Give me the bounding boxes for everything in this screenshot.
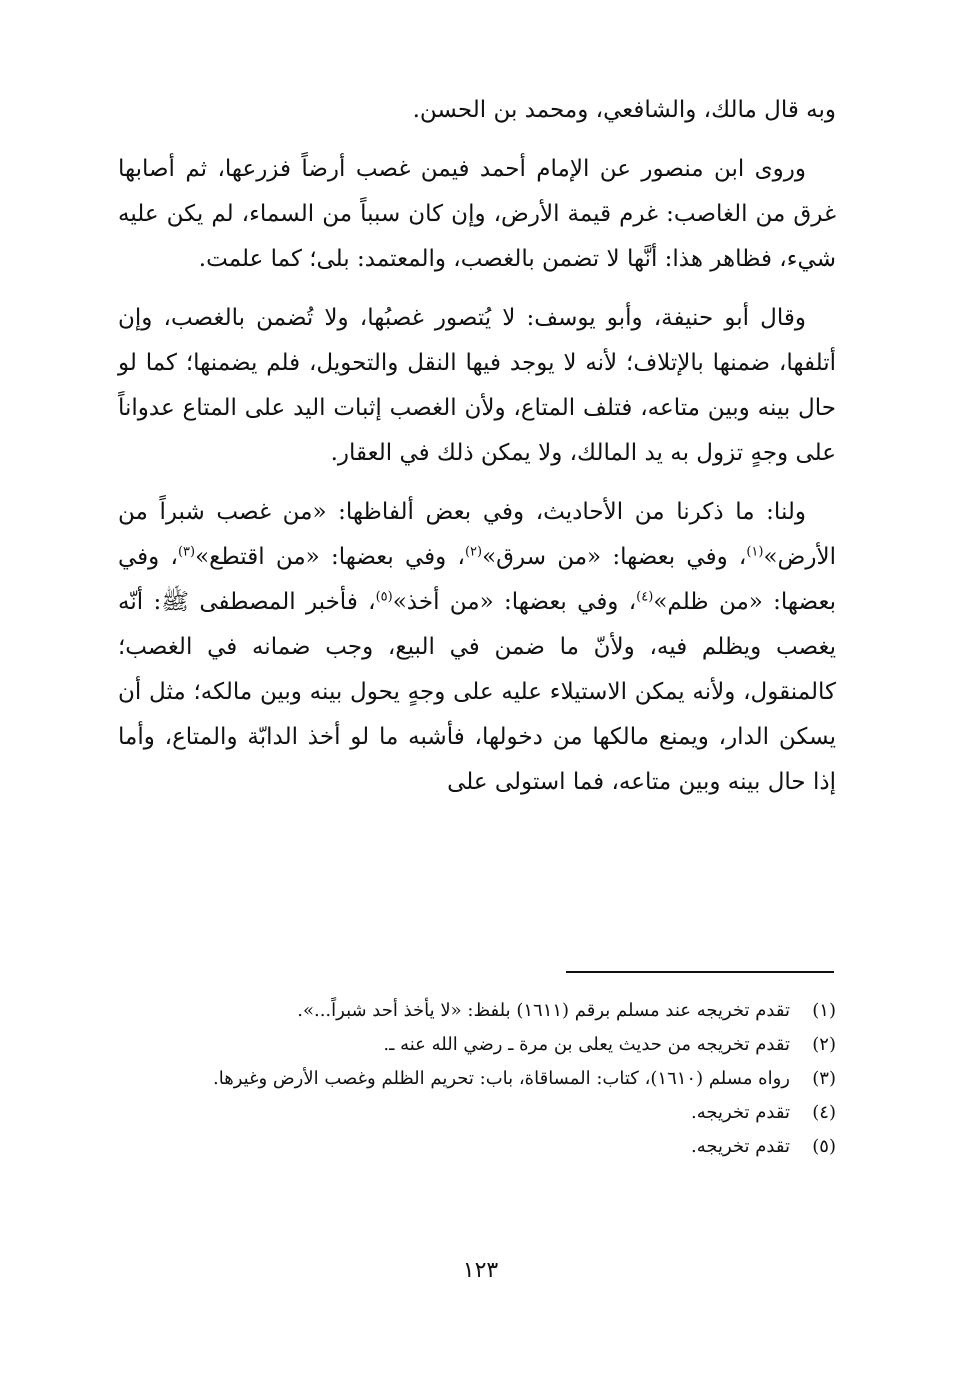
paragraph-3: وقال أبو حنيفة، وأبو يوسف: لا يُتصور غصبُها، ولا تُضمن بالغصب، وإن أتلفها، ضمنها بالإتلاف؛ لأنه لا يوجد فيها النقل والتحويل، فلم يضمنها؛ كما لو حال بينه وبين متاعه، فتلف المتاع، ولأن الغصب إثبات اليد على المتاع عدواناً على وجهٍ تزول به يد المالك، ولا يمكن ذلك في العقار. (118, 305, 836, 466)
footnote-ref: (٣) (177, 544, 196, 560)
footnote-1 (118, 994, 836, 1028)
paragraph-4-segment: ولنا: ما ذكرنا من الأحاديث، وفي بعض ألفاظها: «من غصب شبراً من الأرض» (118, 499, 836, 570)
footnote-text: تقدم تخريجه من حديث يعلى بن مرة ـ رضي الله عنه ـ. (383, 1034, 790, 1055)
footnote-ref: (٥) (375, 589, 393, 605)
page-number: ١٢٣ (462, 1258, 499, 1283)
footnote-4 (118, 1096, 836, 1130)
paragraph-4-segment: ، وفي بعضها: «من اقتطع» (195, 544, 465, 570)
paragraph-4-segment: ، وفي بعضها: «من سرق» (482, 544, 747, 570)
paragraph-4-segment: ، وفي بعضها: «من أخذ» (392, 589, 637, 615)
paragraph-1: وبه قال مالك، والشافعي، ومحمد بن الحسن. (412, 97, 836, 123)
footnote-3 (118, 1062, 836, 1096)
footnote-2 (118, 1028, 836, 1062)
footnotes (118, 994, 836, 1164)
main-text (118, 88, 836, 819)
footnote-separator (566, 971, 834, 973)
paragraph-4-segment: ، فأخبر المصطفى ﷺ: أنّه يغصب ويظلم فيه، ولأنّ ما ضمن في البيع، وجب ضمانه في الغصب؛ كالمنقول، ولأنه يمكن الاستيلاء عليه على وجهٍ يحول بينه وبين مالكه؛ مثل أن يسكن الدار، ويمنع مالكها من دخولها، فأشبه ما لو أخذ الدابّة والمتاع، وأما إذا حال بينه وبين متاعه، فما استولى على (118, 589, 836, 795)
footnote-number: (٢) (812, 1034, 836, 1055)
paragraph-4-segment: ، وفي بعضها: «من ظلم» (118, 544, 836, 615)
footnote-text: تقدم تخريجه. (691, 1102, 790, 1123)
footnote-text: رواه مسلم (١٦١٠)، كتاب: المساقاة، باب: تحريم الظلم وغصب الأرض وغيرها. (213, 1068, 790, 1089)
footnote-text: تقدم تخريجه عند مسلم برقم (١٦١١) بلفظ: «لا يأخذ أحد شبراً...». (297, 1000, 790, 1021)
footnote-5 (118, 1130, 836, 1164)
paragraph-4 (118, 490, 836, 805)
footnote-ref: (١) (746, 544, 764, 560)
footnote-ref: (٤) (636, 589, 654, 605)
footnote-number: (٤) (812, 1102, 836, 1123)
footnote-number: (٣) (812, 1068, 836, 1089)
footnote-number: (١) (812, 1000, 836, 1021)
footnote-ref: (٢) (464, 544, 483, 560)
paragraph-2: وروى ابن منصور عن الإمام أحمد فيمن غصب أرضاً فزرعها، ثم أصابها غرق من الغاصب: غرم قيمة الأرض، وإن كان سبباً من السماء، لم يكن عليه شيء، فظاهر هذا: أنَّها لا تضمن بالغصب، والمعتمد: بلى؛ كما علمت. (118, 156, 836, 272)
footnote-number: (٥) (812, 1136, 836, 1157)
footnote-text: تقدم تخريجه. (691, 1136, 790, 1157)
